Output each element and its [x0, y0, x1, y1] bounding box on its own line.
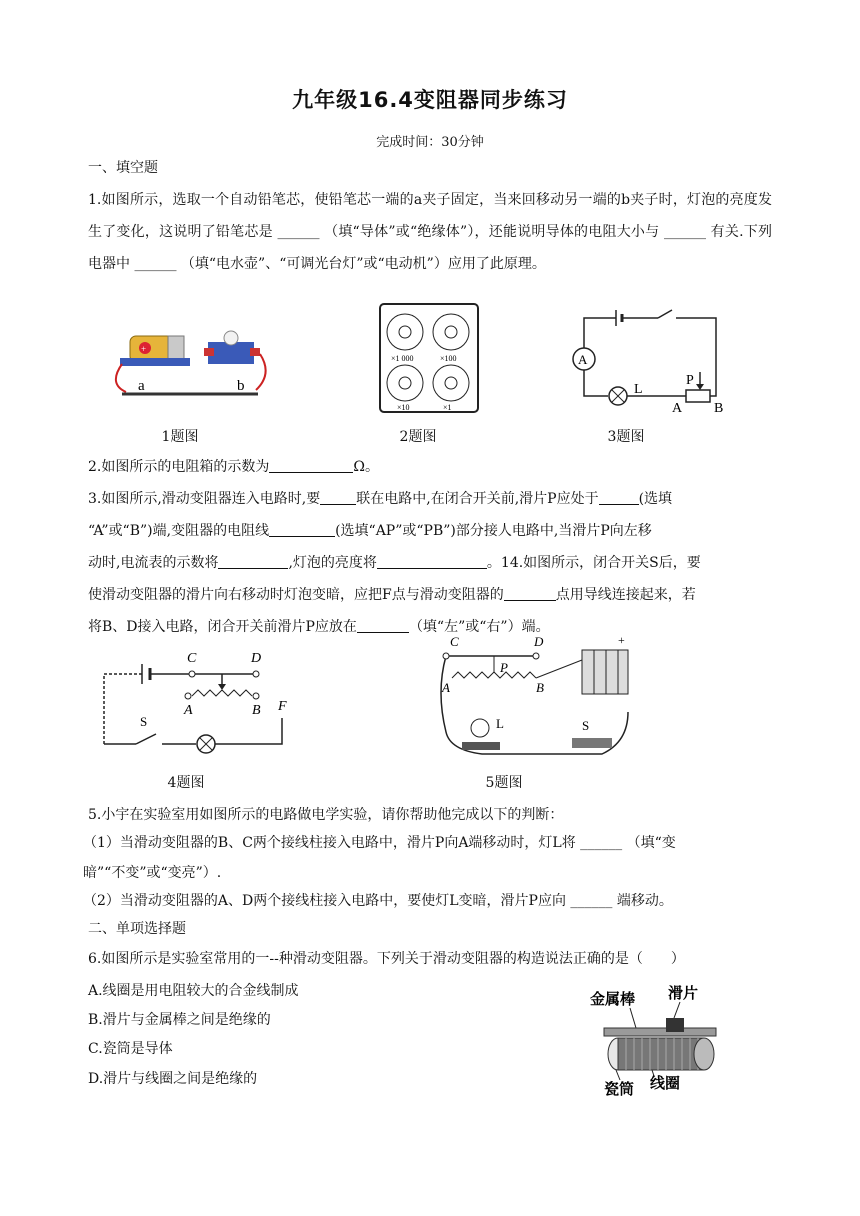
fig6-label-coil: 线圈 — [650, 1076, 681, 1092]
q3-part-2: 联在电路中,在闭合开关前,滑片P应处于 — [356, 491, 599, 507]
fig5-lamp-label: L — [496, 716, 504, 731]
figure-3-caption: 3题图 — [607, 429, 645, 445]
q6-option-a[interactable]: A.线圈是用电阻较大的合金线制成 — [88, 983, 299, 999]
section-heading-single-choice: 二、单项选择题 — [88, 921, 186, 937]
q3-part-12: （填“左”或“右”）端。 — [408, 619, 550, 635]
fig3-lamp-label: L — [634, 382, 643, 397]
fig4-label-b: B — [252, 703, 261, 718]
question-3-line-5 — [88, 612, 772, 643]
section-heading-fill-blank: 一、填空题 — [88, 160, 158, 176]
fig2-x1000: ×1 000 — [391, 354, 414, 363]
fig5-label-c: C — [450, 634, 459, 649]
figure-5-circuit-photo — [432, 632, 634, 764]
fig3-ammeter-label: A — [578, 352, 588, 367]
q3-blank-6[interactable] — [504, 586, 556, 601]
q3-part-8: 。14.如图所示，闭合开关S后，要 — [486, 555, 701, 571]
fig4-label-d: D — [251, 651, 262, 666]
fig3-terminal-b: B — [714, 401, 724, 416]
fig4-switch-label: S — [140, 714, 148, 729]
question-3-line-2 — [88, 516, 772, 547]
q2-suffix: Ω。 — [353, 459, 379, 475]
figure-1-caption: 1题图 — [161, 429, 199, 445]
question-3-line-4 — [88, 580, 772, 611]
q3-blank-3[interactable] — [269, 522, 335, 537]
q3-part-3: (选填 — [638, 491, 673, 507]
question-5-intro: 5.小宇在实验室用如图所示的电路做电学实验，请你帮助他完成以下的判断： — [88, 807, 564, 823]
fig4-label-c: C — [187, 651, 197, 666]
q3-part-5: (选填“AP”或“PB”)部分接人电路中,当滑片P向左移 — [335, 523, 652, 539]
fig6-label-tube: 瓷筒 — [604, 1082, 635, 1098]
q3-blank-7[interactable] — [357, 618, 409, 633]
fig5-battery-plus: + — [618, 633, 625, 647]
q6-option-d[interactable]: D.滑片与线圈之间是绝缘的 — [88, 1071, 258, 1087]
fig2-x100: ×100 — [440, 354, 457, 363]
question-5-part-2: （2）当滑动变阻器的A、D两个接线柱接入电路中，要使灯L变暗，滑片P应向 ______ 端移动。 — [83, 893, 673, 909]
q3-blank-5[interactable] — [377, 554, 487, 569]
figure-4-caption: 4题图 — [167, 775, 205, 791]
question-1: 1.如图所示，选取一个自动铅笔芯，使铅笔芯一端的a夹子固定，当来回移动另一端的b夹子时，灯泡的亮度发生了变化，这说明了铅笔芯是 ______ （填“导体”或“绝缘体”），还能说明导体的电阻大小与 ______ 有关.下列电器中 ______ （填“电水壶”、“可调光台灯”或“电动机”）应用了此原理。 — [88, 192, 772, 272]
question-5-part-1-line-2: 暗”“不变”或“变亮”）. — [83, 865, 222, 881]
question-3-line-3 — [88, 548, 772, 579]
q3-part-9: 使滑动变阻器的滑片向右移动时灯泡变暗，应把F点与滑动变阻器的 — [88, 587, 504, 603]
fig6-label-slider: 滑片 — [668, 986, 699, 1002]
figure-2-resistance-box — [378, 302, 480, 414]
q6-option-c[interactable]: C.瓷筒是导体 — [88, 1041, 173, 1057]
fig5-label-b: B — [536, 680, 544, 695]
fig1-label-a: a — [138, 378, 145, 394]
fig6-label-rod: 金属棒 — [590, 992, 636, 1008]
q2-prefix: 2.如图所示的电阻箱的示数为 — [88, 459, 270, 475]
q3-blank-4[interactable] — [218, 554, 288, 569]
fig2-x1: ×1 — [443, 403, 452, 412]
figure-2-caption: 2题图 — [399, 429, 437, 445]
page-subtitle: 完成时间：30分钟 — [376, 135, 484, 150]
q3-part-7: ,灯泡的亮度将 — [288, 555, 377, 571]
q3-blank-2[interactable] — [599, 490, 639, 505]
figure-3-circuit — [568, 304, 738, 416]
figure-1-pencil-lead-circuit — [108, 324, 273, 404]
q3-part-11: 将B、D接入电路，闭合开关前滑片P应放在 — [88, 619, 357, 635]
svg-text:+: + — [141, 344, 147, 354]
figure-5-caption: 5题图 — [485, 775, 523, 791]
question-2 — [88, 452, 772, 483]
figure-6-slide-rheostat — [590, 982, 730, 1100]
fig3-slider-label: P — [686, 373, 694, 388]
q2-answer-blank[interactable] — [269, 458, 353, 473]
q3-blank-1[interactable] — [320, 490, 356, 505]
fig5-label-a: A — [442, 680, 450, 695]
fig3-terminal-a: A — [672, 401, 683, 416]
question-3-line-1 — [88, 484, 772, 515]
q3-part-4: “A”或“B”)端,变阻器的电阻线 — [88, 523, 270, 539]
fig5-switch-label: S — [582, 718, 590, 733]
question-5-part-1-line-1: （1）当滑动变阻器的B、C两个接线柱接入电路中，滑片P向A端移动时，灯L将 ______ （填“变 — [83, 835, 676, 851]
fig1-label-b: b — [237, 378, 245, 394]
q6-option-b[interactable]: B.滑片与金属棒之间是绝缘的 — [88, 1012, 271, 1028]
fig5-label-d: D — [534, 634, 544, 649]
question-6-stem: 6.如图所示是实验室常用的一--种滑动变阻器。下列关于滑动变阻器的构造说法正确的是（ ） — [88, 951, 685, 967]
fig5-label-p: P — [500, 660, 508, 675]
figure-4-circuit — [96, 644, 294, 756]
fig4-label-f: F — [278, 699, 287, 714]
q3-part-1: 3.如图所示,滑动变阻器连入电路时,要 — [88, 491, 321, 507]
fig4-label-a: A — [184, 703, 193, 718]
q3-part-10: 点用导线连接起来，若 — [555, 587, 696, 603]
q3-part-6: 动时,电流表的示数将 — [88, 555, 219, 571]
page-title: 九年级16.4变阻器同步练习 — [292, 88, 568, 112]
fig2-x10: ×10 — [397, 403, 410, 412]
